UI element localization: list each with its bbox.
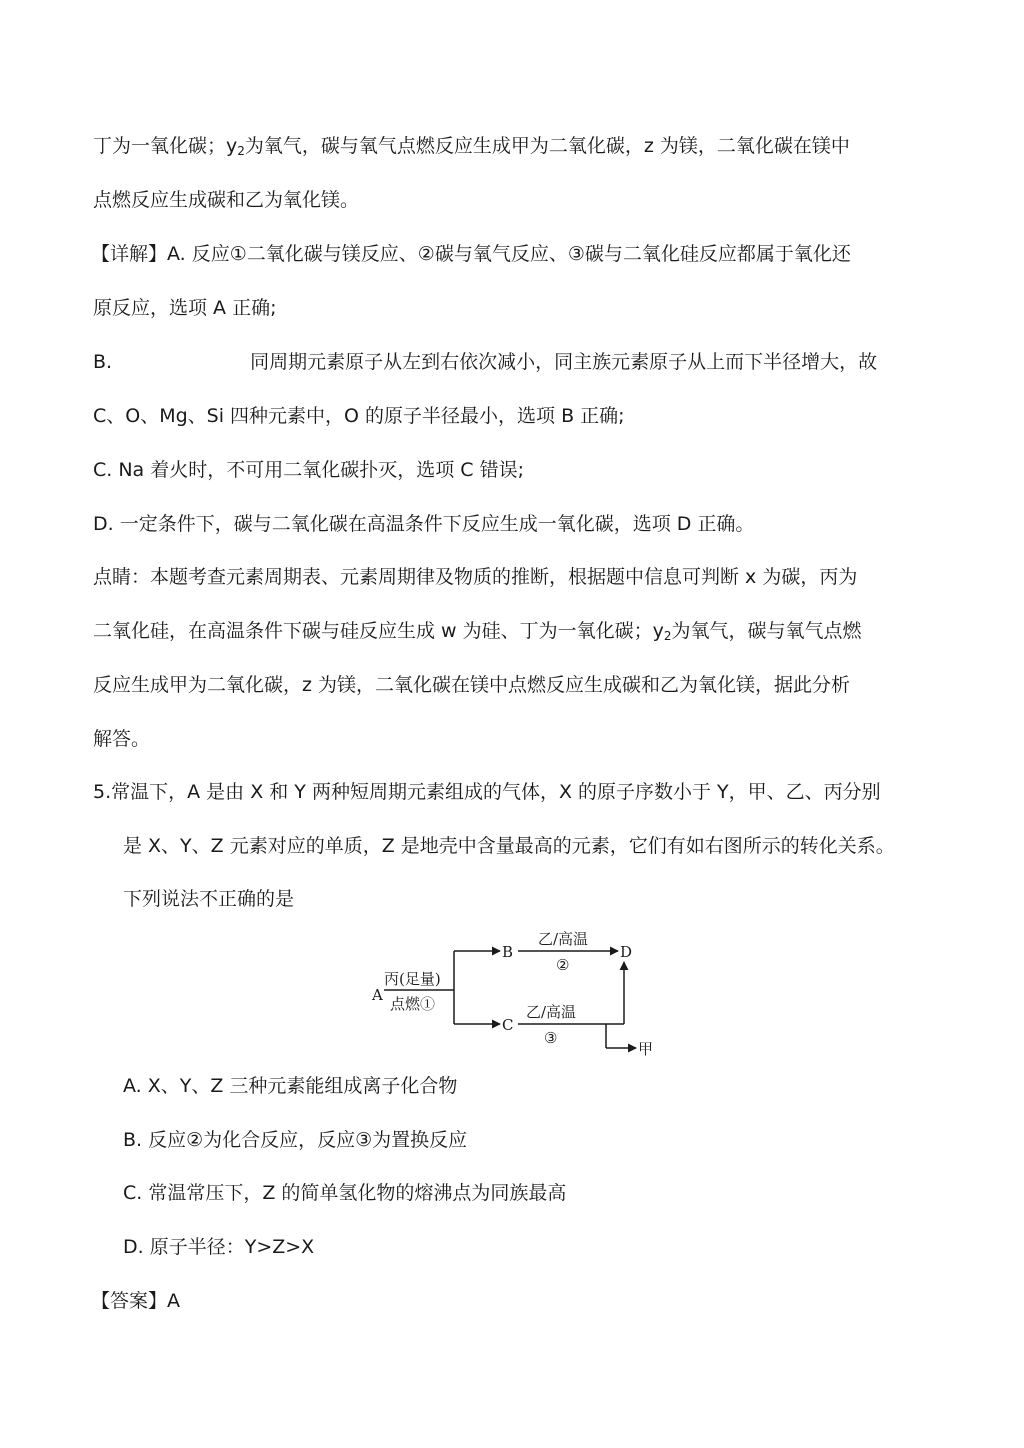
prev-solution-line-2: 点燃反应生成碳和乙为氧化镁。 (93, 189, 360, 211)
comment-line-2 (93, 618, 862, 644)
detail-line-a1 (91, 241, 851, 267)
conversion-diagram (368, 928, 668, 1063)
option-letter: B. (93, 351, 113, 373)
detail-line-c: C. Na 着火时，不可用二氧化碳扑灭，选项 C 错误; (93, 459, 524, 481)
detail-line-b1 (93, 349, 877, 375)
detail-line-b2: C、O、Mg、Si 四种元素中，O 的原子半径最小，选项 B 正确; (93, 405, 625, 427)
text-segment: 二氧化硅，在高温条件下碳与硅反应生成 w 为硅、丁为一氧化碳；y (93, 620, 664, 642)
node-c-label: C (502, 1016, 514, 1034)
condition1-label: 点燃① (390, 995, 436, 1013)
node-b-label: B (502, 943, 514, 961)
text-segment: 为氧气，碳与氧气点燃反应生成甲为二氧化碳，z 为镁，二氧化碳在镁中 (244, 135, 850, 157)
subscript: 2 (237, 144, 245, 158)
step3-label: ③ (544, 1029, 558, 1047)
subscript: 2 (663, 629, 672, 643)
comment-line-3: 反应生成甲为二氧化碳，z 为镁，二氧化碳在镁中点燃反应生成碳和乙为氧化镁，据此分析 (93, 674, 851, 696)
option-c: C. 常温常压下，Z 的简单氢化物的熔沸点为同族最高 (123, 1182, 567, 1204)
reagent3-label: 乙/高温 (526, 1003, 577, 1021)
text-segment: 为氧气，碳与氧气点燃 (671, 620, 862, 642)
answer-line: 【答案】A (91, 1290, 180, 1312)
node-a-label: A (372, 986, 383, 1004)
text-segment: 丁为一氧化碳；y (93, 135, 238, 157)
question5-line-1: 5.常温下，A 是由 X 和 Y 两种短周期元素组成的气体，X 的原子序数小于 Y，甲、乙、丙分别 (93, 781, 881, 803)
option-a: A. X、Y、Z 三种元素能组成离子化合物 (123, 1075, 458, 1097)
option-b: B. 反应②为化合反应，反应③为置换反应 (123, 1129, 468, 1151)
text-segment: 同周期元素原子从左到右依次减小，同主族元素原子从上而下半径增大，故 (250, 351, 878, 373)
question5-line-2: 是 X、Y、Z 元素对应的单质，Z 是地壳中含量最高的元素，它们有如右图所示的转化关系。 (123, 835, 895, 857)
detail-line-d: D. 一定条件下，碳与二氧化碳在高温条件下反应生成一氧化碳，选项 D 正确。 (93, 513, 755, 535)
node-jia-label: 甲 (638, 1040, 654, 1058)
reagent2-label: 乙/高温 (538, 930, 589, 948)
detail-label: 【详解】 (91, 243, 168, 265)
node-d-label: D (620, 943, 633, 961)
option-d: D. 原子半径：Y>Z>X (123, 1236, 315, 1258)
detail-line-a2: 原反应，选项 A 正确; (93, 297, 277, 319)
prev-solution-line-1 (93, 133, 850, 159)
reagent1-label: 丙(足量) (384, 970, 441, 988)
question5-line-3: 下列说法不正确的是 (123, 888, 295, 910)
comment-line-1: 点睛：本题考查元素周期表、元素周期律及物质的推断，根据题中信息可判断 x 为碳，丙为 (93, 566, 858, 588)
text-segment: A. 反应①二氧化碳与镁反应、②碳与氧气反应、③碳与二氧化硅反应都属于氧化还 (167, 243, 851, 265)
step2-label: ② (556, 956, 570, 974)
comment-line-4: 解答。 (93, 728, 151, 750)
